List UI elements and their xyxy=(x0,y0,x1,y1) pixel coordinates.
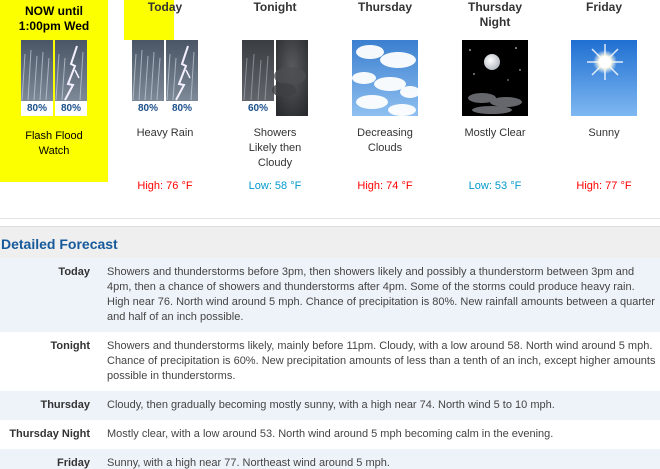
detailed-forecast-title: Detailed Forecast xyxy=(0,226,660,258)
detail-period-label: Thursday xyxy=(40,399,90,411)
detailed-forecast-row xyxy=(0,449,660,469)
detail-period-label: Tonight xyxy=(50,340,90,352)
period-description: Heavy Rain xyxy=(136,127,194,139)
section-divider xyxy=(0,218,660,219)
forecast-period-today[interactable] xyxy=(117,0,213,192)
detail-period-text: Sunny, with a high near 77. Northeast wind around 5 mph. xyxy=(107,457,390,469)
detail-period-text: Showers and thunderstorms before 3pm, then showers likely and possibly a thunderstorm between 3pm and 4pm, then a chance of showers and thunderstorms after 4pm. Some of the storms could produce heavy rain. High near 76. North wind around 5 mph. Chance of precipitation is 80%. New rainfall amounts between a quarter and half of an inch possible. xyxy=(107,266,655,323)
heavy-rain-thunderstorm-icon[interactable] xyxy=(132,40,198,116)
detailed-forecast-row xyxy=(0,420,660,449)
decreasing-clouds-icon[interactable] xyxy=(352,40,418,116)
period-temperature: High: 77 °F xyxy=(576,180,632,192)
period-name: Thursday xyxy=(357,0,412,14)
period-description: Mostly Clear xyxy=(464,127,526,139)
period-temperature: High: 76 °F xyxy=(137,180,193,192)
period-name: Thursday Night xyxy=(467,0,522,29)
detail-period-label: Thursday Night xyxy=(9,428,90,440)
detailed-forecast-row xyxy=(0,258,660,332)
seven-day-forecast xyxy=(0,0,660,210)
detailed-forecast-row xyxy=(0,391,660,420)
forecast-period-friday[interactable] xyxy=(556,0,652,192)
pop-left: 80% xyxy=(132,101,164,116)
detailed-forecast-table xyxy=(0,258,660,469)
sunny-icon[interactable] xyxy=(571,40,637,116)
pop-left: 60% xyxy=(242,101,274,116)
period-description: Decreasing Clouds xyxy=(357,127,413,154)
forecast-period-thursday-night[interactable] xyxy=(447,0,543,192)
pop-left: 80% xyxy=(21,101,53,116)
mostly-clear-night-icon[interactable] xyxy=(462,40,528,116)
period-description: Showers Likely then Cloudy xyxy=(248,127,302,169)
pop-right: 80% xyxy=(166,101,198,116)
detail-period-label: Friday xyxy=(56,457,90,469)
period-temperature: High: 74 °F xyxy=(357,180,413,192)
period-name: NOW until 1:00pm Wed xyxy=(18,4,90,33)
period-description: Sunny xyxy=(588,127,620,139)
detailed-forecast-row xyxy=(0,332,660,391)
detail-period-text: Cloudy, then gradually becoming mostly sunny, with a high near 74. North wind 5 to 10 mph. xyxy=(107,399,555,411)
period-temperature: Low: 53 °F xyxy=(468,180,522,192)
period-description: Flash Flood Watch xyxy=(25,130,83,157)
period-name: Friday xyxy=(585,0,622,14)
showers-then-cloudy-icon[interactable] xyxy=(242,40,308,116)
forecast-period-thursday[interactable] xyxy=(337,0,433,192)
period-temperature: Low: 58 °F xyxy=(248,180,302,192)
detail-period-text: Mostly clear, with a low around 53. North wind around 5 mph becoming calm in the evening. xyxy=(107,428,554,440)
detail-period-label: Today xyxy=(58,266,90,278)
period-name: Today xyxy=(147,0,183,14)
period-name: Tonight xyxy=(253,0,297,14)
forecast-period-tonight[interactable] xyxy=(227,0,323,192)
pop-right: 80% xyxy=(55,101,87,116)
flash-flood-watch-thunderstorm-icon[interactable] xyxy=(21,40,87,116)
forecast-period-hazard[interactable] xyxy=(6,0,102,177)
detail-period-text: Showers and thunderstorms likely, mainly before 11pm. Cloudy, with a low around 58. North wind around 5 mph. Chance of precipitation is 60%. New precipitation amounts of less than a tenth of an inch, except higher amounts possible in thunderstorms. xyxy=(107,340,656,382)
